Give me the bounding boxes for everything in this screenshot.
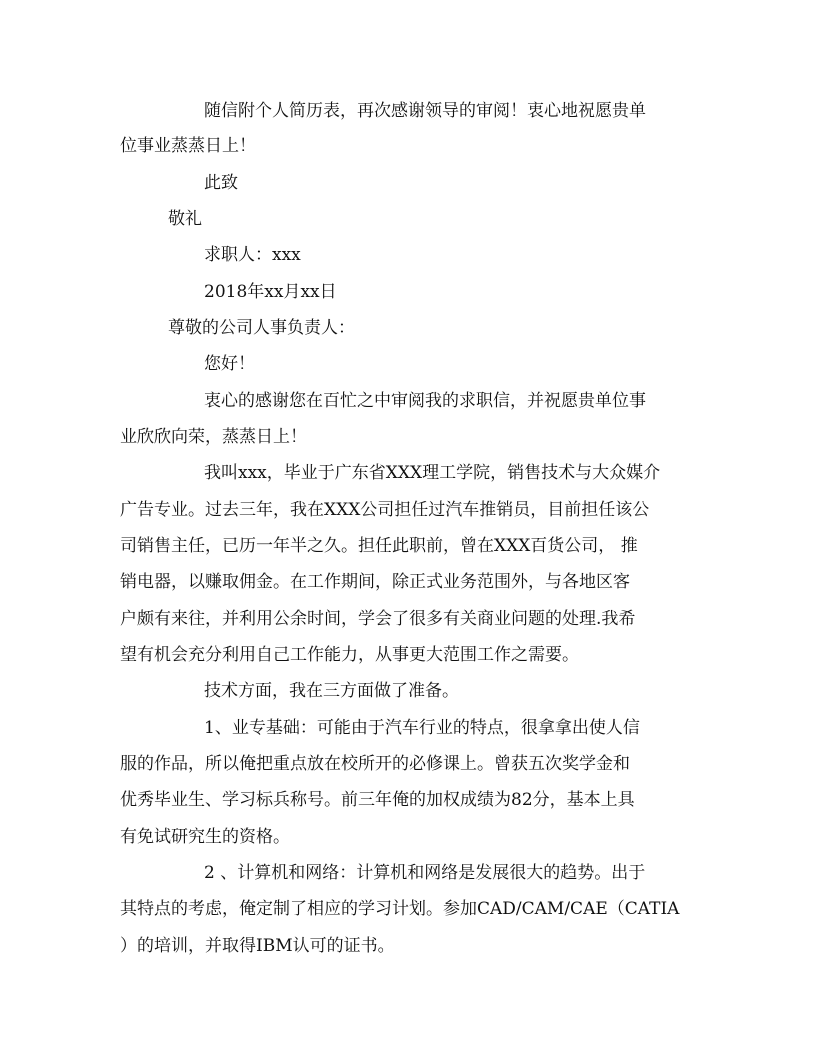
paragraph-line: 望有机会充分利用自己工作能力，从事更大范围工作之需要。 [120,645,579,665]
paragraph-line: 随信附个人简历表，再次感谢领导的审阅！衷心地祝愿贵单 [204,101,646,121]
paragraph-line: 服的作品，所以俺把重点放在校所开的必修课上。曾获五次奖学金和 [120,754,630,774]
paragraph-line: 户颇有来往，并利用公余时间，学会了很多有关商业问题的处理.我希 [120,609,636,629]
closing-line: 此致 [204,173,238,193]
paragraph-line: 其特点的考虑，俺定制了相应的学习计划。参加CAD/CAM/CAE（CATIA [120,899,680,919]
salutation: 尊敬的公司人事负责人： [168,318,355,338]
paragraph-line: 我叫xxx，毕业于广东省XXX理工学院，销售技术与大众媒介 [204,463,661,483]
paragraph-line: 有免试研究生的资格。 [120,827,290,847]
paragraph-line: 1、业专基础：可能由于汽车行业的特点，很拿拿出使人信 [204,718,640,738]
paragraph-line: 技术方面，我在三方面做了准备。 [204,681,459,701]
date-line: 2018年xx月xx日 [204,282,337,302]
paragraph-line: 优秀毕业生、学习标兵称号。前三年俺的加权成绩为82分，基本上具 [120,790,635,810]
paragraph-line: 衷心的感谢您在百忙之中审阅我的求职信，并祝愿贵单位事 [204,391,646,411]
paragraph-line: 广告专业。过去三年，我在XXX公司担任过汽车推销员，目前担任该公 [120,500,650,520]
closing-salute: 敬礼 [168,209,202,229]
paragraph-line: 2 、计算机和网络：计算机和网络是发展很大的趋势。出于 [204,863,646,883]
signature-line: 求职人：xxx [204,245,301,265]
paragraph-line: 位事业蒸蒸日上！ [120,136,256,156]
paragraph-line: 销电器，以赚取佣金。在工作期间，除正式业务范围外，与各地区客 [120,572,630,592]
paragraph-line: ）的培训，并取得IBM认可的证书。 [120,936,395,956]
greeting: 您好！ [204,354,255,374]
paragraph-line: 司销售主任，已历一年半之久。担任此职前，曾在XXX百货公司， 推 [120,536,638,556]
paragraph-line: 业欣欣向荣，蒸蒸日上！ [120,427,307,447]
